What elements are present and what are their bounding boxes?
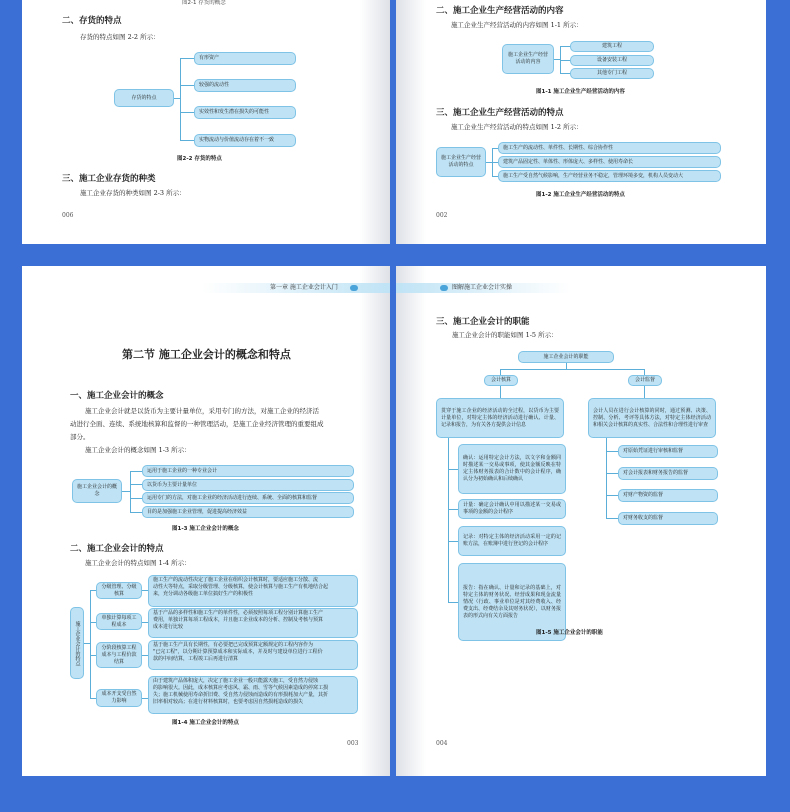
page-number: 006 [62, 212, 74, 219]
diagram-item: 有形资产 [194, 52, 296, 65]
feature-desc-line: 费用，单独计算每项工程成本，并且施工企业成本的分析、控制及考核与预算 [153, 617, 324, 623]
diagram-item: 运用专门的方法，对施工企业的经济活动进行连续、系统、全面的核算和监督 [142, 492, 354, 504]
connector [180, 140, 194, 141]
page-gutter-shadow [360, 266, 390, 776]
feature-desc-line: 基于产品的多样性和施工生产的单件性，必须按照每项工程分别计算施工生产 [153, 610, 324, 616]
caption-stock-features: 图2-2 存货的特点 [177, 156, 222, 162]
connector [448, 509, 458, 510]
intro-accounting-concept: 施工企业会计的概念如图 1-3 所示： [85, 446, 191, 454]
diagram-item: 施工生产的流动性、单件性、长期性、综合协作性 [498, 142, 721, 154]
heading-stock-kinds: 三、施工企业存货的种类 [62, 174, 156, 184]
connector [448, 438, 449, 602]
running-head-icon [440, 285, 448, 291]
accounting-desc: 贯穿于施工企业的经济活动的全过程，以货币为主要计量单位，对特定主体的经济活动进行确认、计量、记录和报告，为有关各方提供会计信息 [436, 398, 564, 438]
diagram-item: 其他专门工程 [570, 68, 654, 79]
heading-activity-content: 二、施工企业生产经营活动的内容 [436, 6, 564, 16]
connector [130, 484, 142, 485]
diagram-item: 实物流动与价值流动存在着不一致 [194, 134, 296, 147]
feature-name: 成本开支受自然力影响 [96, 689, 142, 707]
connector [606, 438, 607, 518]
connector [90, 590, 91, 698]
diagram-item: 设备安装工程 [570, 55, 654, 66]
caption-activity-content: 图1-1 施工企业生产经营活动的内容 [536, 89, 625, 95]
diagram-item: 建筑产品固定性、单体性、形体庞大、多样性、使用寿命长 [498, 156, 721, 168]
diagram-item: 运用于施工企业的一种专业会计 [142, 465, 354, 477]
diagram-root: 施工企业会计的职能 [518, 351, 614, 363]
feature-desc-line: 成本进行比较 [153, 624, 184, 630]
feature-desc-line: 动性大等特点，采取分级管理、分级核算，使会计核算与施工生产有机地结合起 [153, 584, 329, 590]
page-gutter-shadow [360, 0, 390, 244]
heading-stock-features: 二、存货的特点 [62, 16, 122, 26]
accounting-item: 报告：指在确认、计量和记录的基础上，对特定主体的财务状况、经营成果和现金流量情况（行政、事业单位是对其经费收入、经费支出、经费结余及其财务状况），以财务报表的形式向有关方面报告 [458, 563, 566, 641]
heading-activity-features: 三、施工企业生产经营活动的特点 [436, 108, 564, 118]
connector [180, 58, 194, 59]
feature-desc [148, 676, 358, 714]
intro-accounting-functions: 施工企业会计的职能如图 1-5 所示： [452, 331, 558, 339]
feature-desc-line: 施工生产的流动性决定了施工企业在组织会计核算时，要适应施工分散、流 [153, 577, 319, 583]
partial-caption: 图2-1 存货的概念 [182, 0, 226, 6]
connector [500, 386, 501, 398]
accounting-item: 确认：运用特定会计方法，以文字和金额同时描述某一交易或事项，使其金额反映在特定主体财务报表的合计数中的会计程序，确认分为初始确认和后续确认 [458, 444, 566, 494]
diagram-item: 建筑工程 [570, 41, 654, 52]
feature-name: 分级管理、分级核算 [96, 582, 142, 599]
feature-desc-line: 旧率相对较高；在进行材料核算时，也要考虑因自然损耗造成的损失 [153, 699, 304, 705]
connector [560, 73, 570, 74]
connector [130, 471, 142, 472]
connector [606, 451, 618, 452]
page-number: 004 [436, 740, 448, 747]
page-bottom-left [22, 266, 390, 776]
page-number: 003 [347, 740, 359, 747]
diagram-item: 施工生产受自然气候影响，生产经营业务不稳定，管理环境多变，机构人员变动大 [498, 170, 721, 182]
heading-accounting-features: 二、施工企业会计的特点 [70, 544, 164, 554]
connector [560, 60, 570, 61]
page-top-right [396, 0, 766, 244]
connector [448, 602, 458, 603]
feature-desc [148, 575, 358, 607]
connector [448, 469, 458, 470]
intro-activity-content: 施工企业生产经营活动的内容如图 1-1 所示： [451, 21, 583, 29]
diagram-root: 施工企业生产经营活动的内容 [502, 44, 554, 74]
section-title: 第二节 施工企业会计的概念和特点 [122, 348, 291, 361]
feature-desc-line: 款的中间结算，工程竣工后再进行清算 [153, 656, 239, 662]
feature-desc-line: "已完工程"，以分期计算预算成本和实际成本，并及时与建设单位进行工程价 [153, 649, 323, 655]
diagram-item: 实效性和发生潜在损失的可能性 [194, 106, 296, 119]
caption-activity-features: 图1-2 施工企业生产经营活动的特点 [536, 192, 625, 198]
connector [180, 85, 194, 86]
page-bottom-right [396, 266, 766, 776]
feature-desc-line: 由于建筑产品体积庞大，决定了施工企业一般只能露天施工，受自然力侵蚀 [153, 678, 319, 684]
intro-accounting-features: 施工企业会计的特点如图 1-4 所示： [85, 559, 191, 567]
intro-stock-features: 存货的特点如图 2-2 所示： [80, 33, 160, 41]
diagram-root: 存货的特点 [114, 89, 174, 107]
connector [644, 386, 645, 398]
supervision-item: 对财务收支的监督 [618, 512, 718, 525]
paragraph-line: 部分。 [70, 433, 90, 441]
diagram-root: 施工企业生产经营活动的特点 [436, 147, 486, 177]
diagram-item: 以货币为主要计量单位 [142, 479, 354, 491]
page-gutter-shadow [396, 266, 426, 776]
intro-stock-kinds: 施工企业存货的种类如图 2-3 所示： [80, 189, 186, 197]
diagram-root: 施工企业会计的特点 [70, 607, 84, 679]
running-head: 第一章 施工企业会计入门 [270, 284, 338, 291]
connector [130, 512, 142, 513]
page-gutter-shadow [396, 0, 426, 244]
caption-accounting-functions: 图1-5 施工企业会计的职能 [536, 630, 603, 636]
feature-desc-line: 基于施工生产具有长期性，有必要把已完成预算定额规定的工程内容作为 [153, 642, 314, 648]
connector [130, 471, 131, 512]
connector [448, 541, 458, 542]
supervision-desc: 会计人员在进行会计核算的同时，通过预测、决策、控制、分析、考评等具体方法，对特定主体经济活动和相关会计核算的真实性、合法性和合理性进行审查 [588, 398, 716, 438]
feature-name: 单独计算每项工程成本 [96, 613, 142, 630]
connector [122, 491, 130, 492]
caption-accounting-features: 图1-4 施工企业会计的特点 [172, 720, 239, 726]
running-head: 图解施工企业会计实操 [452, 284, 513, 291]
paragraph-line: 施工企业会计就是以货币为主要计量单位，采用专门的方法，对施工企业的经济活 [85, 407, 319, 415]
connector [500, 369, 644, 370]
connector [606, 495, 618, 496]
feature-desc [148, 608, 358, 638]
paragraph-line: 动进行全面、连续、系统地核算和监督的一种管理活动，是施工企业经济管理的重要组成 [70, 420, 324, 428]
supervision-item: 对会计报表和财务报告的监督 [618, 467, 718, 480]
supervision-item: 对财产物资的监督 [618, 489, 718, 502]
connector [180, 58, 181, 140]
page-top-left [22, 0, 390, 244]
feature-desc [148, 640, 358, 670]
diagram-item: 较强的流动性 [194, 79, 296, 92]
feature-desc-line: 的影响很大。因此，成本核算应考虑风、霜、雨、雪等气候因素造成的停窝工损 [153, 685, 329, 691]
branch-accounting: 会计核算 [484, 375, 518, 386]
intro-activity-features: 施工企业生产经营活动的特点如图 1-2 所示： [451, 123, 583, 131]
page-number: 002 [436, 212, 448, 219]
connector [180, 112, 194, 113]
heading-accounting-functions: 三、施工企业会计的职能 [436, 317, 530, 327]
feature-desc-line: 失；施工机械使用寿命折旧费、受自然力侵蚀而造成的有形损耗加大产量，其折 [153, 692, 329, 698]
diagram-root: 施工企业会计的概念 [72, 479, 122, 503]
connector [560, 46, 570, 47]
feature-desc-line: 来，充分调动各级施工单位搞好生产的积极性 [153, 591, 254, 597]
caption-accounting-concept: 图1-3 施工企业会计的概念 [172, 526, 239, 532]
connector [130, 498, 142, 499]
feature-name: 分阶段核算工程成本与工程价款结算 [96, 642, 142, 668]
supervision-item: 对原始凭证进行审核和监督 [618, 445, 718, 458]
connector [606, 518, 618, 519]
heading-accounting-concept: 一、施工企业会计的概念 [70, 391, 164, 401]
accounting-item: 记录：对特定主体的经济活动采用一定的记账方法，在账簿中进行登记的会计程序 [458, 526, 566, 556]
accounting-item: 计量：确定会计确认中用以描述某一交易或事项的金额的会计程序 [458, 499, 566, 519]
diagram-item: 目的是加强施工企业管理，促进提高经济效益 [142, 506, 354, 518]
branch-supervision: 会计监督 [628, 375, 662, 386]
connector [606, 473, 618, 474]
running-head-icon [350, 285, 358, 291]
